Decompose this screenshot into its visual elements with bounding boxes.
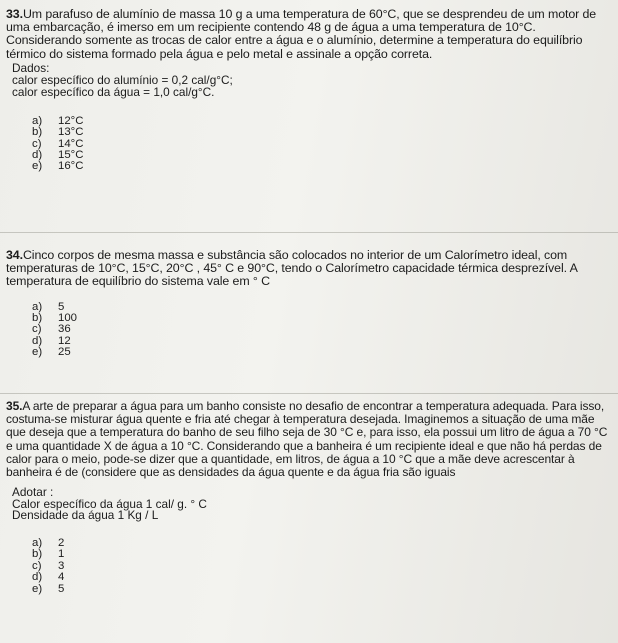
question-34-stem bbox=[6, 249, 610, 289]
paper-fold-line bbox=[0, 232, 618, 233]
option-d[interactable]: d) 4 bbox=[32, 571, 65, 584]
option-b[interactable]: b) 100 bbox=[32, 312, 78, 325]
question-35 bbox=[6, 400, 610, 595]
question-number: 33. bbox=[6, 7, 23, 21]
given-line: Densidade da água 1 Kg / L bbox=[12, 508, 159, 523]
option-b[interactable]: b) 1 bbox=[32, 548, 65, 561]
given-data bbox=[12, 487, 610, 522]
given-line: calor específico da água = 1,0 cal/g°C. bbox=[12, 84, 215, 99]
option-c[interactable]: c) 14°C bbox=[32, 137, 84, 150]
given-line: calor específico do alumínio = 0,2 cal/g°C; bbox=[12, 72, 233, 87]
given-data bbox=[12, 62, 610, 98]
option-e[interactable]: e) 5 bbox=[32, 582, 65, 595]
option-d[interactable]: d) 12 bbox=[32, 334, 71, 347]
question-33 bbox=[6, 8, 610, 173]
paper-fold-line bbox=[0, 393, 618, 394]
question-number: 34. bbox=[6, 248, 23, 262]
question-35-stem bbox=[6, 400, 610, 479]
given-line: Calor específico da água 1 cal/ g. ° C bbox=[12, 496, 207, 511]
option-c[interactable]: c) 3 bbox=[32, 559, 65, 572]
options-list bbox=[32, 302, 610, 359]
question-34 bbox=[6, 249, 610, 359]
question-text: Cinco corpos de mesma massa e substância são colocados no interior de um Calorímetro ideal, com temperaturas de 10°C, 15°C, 20°C , 45° C e 90°C, tendo o Calorímetro capacidade térmica desprezível. A temperatura de equilíbrio do sistema vale em ° C bbox=[6, 248, 578, 289]
option-a[interactable]: a) 5 bbox=[32, 300, 65, 313]
given-title: Adotar : bbox=[12, 485, 54, 500]
question-text: A arte de preparar a água para um banho consiste no desafio de encontrar a temperatura adequada. Para isso, costuma-se misturar água quente e fria até chegar à temperatura desejada. Imaginemos a situação de uma mãe que deseja que a temperatura do banho de seu filho seja de 30 °C e, para isso, ela possui um litro de água a 70 °C e uma quantidade X de água a 10 °C. Considerando que a banheira é um recipiente ideal e que não há perdas de calor para o meio, pode-se dizer que a quantidade, em litros, de água a 10 °C que a mãe deve acrescentar à banheira é de (considere que as densidades da água quente e da água fria são iguais bbox=[6, 399, 608, 480]
option-e[interactable]: e) 25 bbox=[32, 346, 71, 359]
question-text: Um parafuso de alumínio de massa 10 g a uma temperatura de 60°C, que se desprendeu de um motor de uma embarcação, é imerso em um recipiente contendo 48 g de água a uma temperatura de 10°C. Considerando somente as trocas de calor entre a água e o alumínio, determine a temperatura do equilíbrio térmico do sistema formado pela água e pelo metal e assinale a opção correta. bbox=[6, 7, 597, 61]
option-a[interactable]: a) 12°C bbox=[32, 114, 84, 127]
options-list bbox=[32, 538, 610, 595]
option-d[interactable]: d) 15°C bbox=[32, 149, 84, 162]
option-e[interactable]: e) 16°C bbox=[32, 160, 84, 173]
question-33-stem bbox=[6, 8, 610, 61]
question-number: 35. bbox=[6, 399, 23, 413]
option-a[interactable]: a) 2 bbox=[32, 537, 65, 549]
given-title: Dados: bbox=[12, 60, 50, 75]
options-list bbox=[32, 116, 610, 173]
option-c[interactable]: c) 36 bbox=[32, 323, 71, 336]
option-b[interactable]: b) 13°C bbox=[32, 126, 84, 139]
